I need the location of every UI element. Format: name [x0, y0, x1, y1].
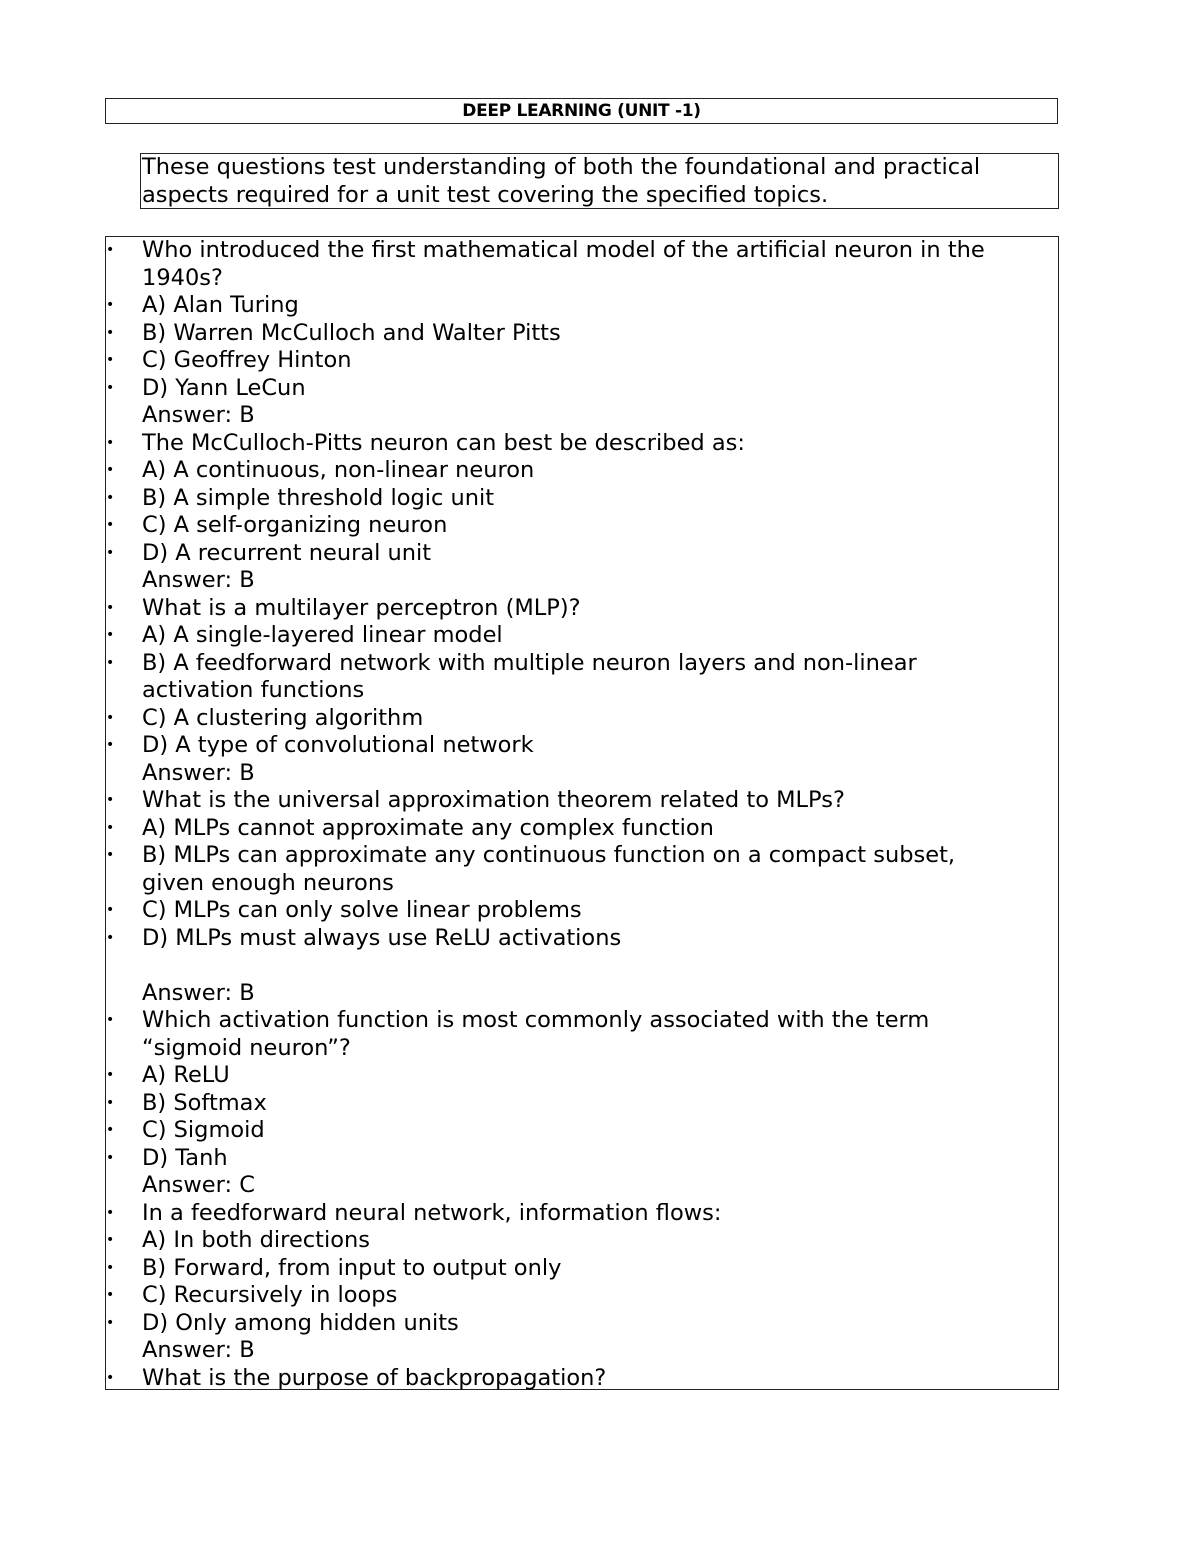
list-item-continuation: [142, 677, 364, 705]
list-item-text: “sigmoid neuron”?: [142, 1034, 351, 1061]
bullet-icon: •: [106, 1314, 115, 1331]
bullet-icon: •: [106, 929, 115, 946]
list-item-continuation: [142, 870, 394, 898]
bullet-icon: •: [106, 627, 115, 643]
list-item-text: activation functions: [142, 677, 365, 703]
list-item: [106, 347, 352, 375]
list-item-text: C) Recursively in loops: [142, 1282, 398, 1308]
list-item-text: What is a multilayer perceptron (MLP)?: [142, 594, 581, 621]
list-item: [106, 292, 299, 320]
list-item: [106, 1254, 562, 1283]
list-item-text: B) Forward, from input to output only: [142, 1254, 562, 1281]
list-item-text: A) MLPs cannot approximate any complex function: [142, 814, 714, 841]
list-item-text: B) A feedforward network with multiple neuron layers and non-linear: [142, 649, 917, 676]
list-item-continuation: [142, 1035, 351, 1063]
bullet-icon: •: [106, 599, 115, 616]
list-item-continuation: [142, 402, 255, 430]
bullet-icon: •: [106, 297, 115, 313]
list-item-text: Answer: C: [142, 1172, 255, 1198]
bullet-icon: •: [106, 352, 115, 368]
bullet-icon: •: [106, 847, 115, 863]
list-item-text: Answer: B: [142, 402, 255, 428]
bullet-icon: •: [106, 709, 115, 726]
list-item-text: Answer: B: [142, 759, 255, 786]
bullet-icon: •: [106, 544, 115, 561]
list-item: [106, 649, 917, 678]
list-item-text: A) ReLU: [142, 1062, 230, 1088]
list-item: [106, 704, 424, 733]
list-item: [106, 1089, 267, 1118]
list-item-continuation: [142, 1337, 255, 1365]
list-item: [106, 787, 845, 815]
list-item: [106, 539, 432, 568]
list-item: [106, 374, 306, 403]
list-item: [106, 622, 503, 650]
list-item-text: Answer: B: [142, 979, 255, 1006]
list-item-text: What is the universal approximation theorem related to MLPs?: [142, 787, 845, 813]
list-item: [106, 1227, 370, 1255]
bullet-icon: •: [106, 1094, 115, 1111]
bullet-icon: •: [106, 737, 115, 753]
bullet-icon: •: [106, 654, 115, 671]
bullet-icon: •: [106, 1012, 115, 1028]
intro-text: These questions test understanding of both the foundational and practical aspects required for a unit test covering the specified topics.: [140, 153, 1059, 209]
list-item-text: D) A recurrent neural unit: [142, 539, 432, 566]
bullet-icon: •: [106, 1287, 115, 1303]
list-item-text: C) MLPs can only solve linear problems: [142, 897, 582, 923]
list-item: [106, 1117, 265, 1145]
list-item: [106, 897, 582, 925]
bullet-icon: •: [106, 1204, 115, 1221]
bullet-icon: •: [106, 242, 115, 258]
list-item-continuation: [142, 265, 223, 293]
list-item-text: D) A type of convolutional network: [142, 732, 534, 758]
list-item-text: D) Only among hidden units: [142, 1309, 459, 1336]
list-item-text: In a feedforward neural network, information flows:: [142, 1199, 722, 1226]
list-item-continuation: [142, 980, 255, 1008]
list-item-text: B) A simple threshold logic unit: [142, 484, 495, 511]
list-item-text: A) Alan Turing: [142, 292, 299, 318]
list-item-text: Answer: B: [142, 567, 255, 593]
bullet-icon: •: [106, 792, 115, 808]
list-item: [106, 1282, 398, 1310]
list-item: [106, 1144, 228, 1173]
list-item-text: A) A continuous, non-linear neuron: [142, 457, 535, 483]
list-item-text: A) A single-layered linear model: [142, 622, 503, 648]
list-item-text: The McCulloch-Pitts neuron can best be described as:: [142, 429, 745, 456]
list-item: [106, 1062, 230, 1090]
bullet-icon: •: [106, 1067, 115, 1083]
bullet-icon: •: [106, 902, 115, 918]
list-item: [106, 924, 622, 953]
list-item-text: B) MLPs can approximate any continuous function on a compact subset,: [142, 842, 956, 868]
bullet-icon: •: [106, 434, 115, 451]
list-item: [106, 1199, 722, 1228]
list-item: [106, 814, 714, 843]
list-item: [106, 237, 985, 265]
list-item-text: D) Yann LeCun: [142, 374, 306, 401]
bullet-icon: •: [106, 1122, 115, 1138]
bullet-icon: •: [106, 1232, 115, 1248]
list-item-text: C) Geoffrey Hinton: [142, 347, 352, 373]
list-item-continuation: [142, 1172, 255, 1200]
list-item: [106, 1364, 607, 1393]
page-title: DEEP LEARNING (UNIT -1): [105, 98, 1058, 124]
bullet-icon: •: [106, 324, 115, 341]
list-item-text: A) In both directions: [142, 1227, 370, 1253]
bullet-icon: •: [106, 819, 115, 836]
list-item-text: 1940s?: [142, 264, 223, 291]
list-item-text: Answer: B: [142, 1337, 255, 1363]
bullet-icon: •: [106, 379, 115, 396]
list-item: [106, 1007, 930, 1035]
list-item: [106, 594, 581, 623]
list-item: [106, 732, 534, 760]
list-item-text: B) Warren McCulloch and Walter Pitts: [142, 319, 561, 346]
list-item: [106, 1309, 459, 1338]
list-item-continuation: [142, 567, 255, 595]
list-item-continuation: [142, 760, 255, 788]
list-item: [106, 842, 956, 870]
bullet-icon: •: [106, 517, 115, 533]
list-item-text: C) A self-organizing neuron: [142, 512, 448, 538]
bullet-icon: •: [106, 1259, 115, 1276]
bullet-icon: •: [106, 462, 115, 478]
list-item-text: given enough neurons: [142, 869, 394, 896]
bullet-icon: •: [106, 489, 115, 506]
list-item-text: What is the purpose of backpropagation?: [142, 1364, 607, 1391]
list-item: [106, 319, 561, 348]
list-item-text: Which activation function is most commonly associated with the term: [142, 1007, 930, 1033]
list-item-text: C) Sigmoid: [142, 1117, 265, 1143]
list-item-text: B) Softmax: [142, 1089, 267, 1116]
list-item-text: C) A clustering algorithm: [142, 704, 424, 731]
list-item: [106, 484, 495, 513]
bullet-icon: •: [106, 1369, 115, 1386]
list-item: [106, 512, 448, 540]
list-item-text: D) MLPs must always use ReLU activations: [142, 924, 622, 951]
questions-list: [105, 236, 1059, 1390]
list-item-text: Who introduced the first mathematical model of the artificial neuron in the: [142, 237, 985, 263]
list-item: [106, 429, 745, 458]
list-item: [106, 457, 535, 485]
list-item-text: D) Tanh: [142, 1144, 228, 1171]
bullet-icon: •: [106, 1149, 115, 1166]
